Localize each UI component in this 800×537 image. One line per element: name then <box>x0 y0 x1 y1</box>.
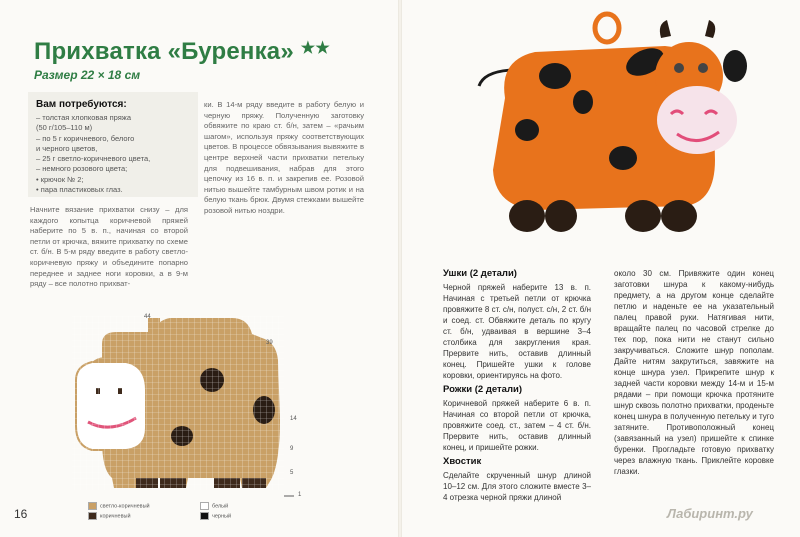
list-item: – немного розового цвета; <box>36 164 128 174</box>
chart-row-number: 44 <box>144 314 151 320</box>
list-item: – по 5 г коричневого, белого <box>36 133 135 143</box>
difficulty-stars: ★★ <box>300 40 330 57</box>
cow-potholder-photo <box>465 10 755 250</box>
size-subtitle: Размер 22 × 18 см <box>34 68 141 82</box>
watermark: Лабиринт.ру <box>667 506 753 521</box>
instructions-column-4: около 30 см. Привяжите один конец заготовки шнура к какому-нибудь предмету, а на другом конце сделайте петлю и наденьте ее на указательный палец правой руки. Натягивая нити, вращайте палец по часовой стрелке до тех пор, пока нити не станут сильно закручиваться. Сложите шнур пополам. Дайте нитям закрутиться, завяжите на конце шнура узел. Прикрепите шнур к задней части коровки между 14-м и 15-м рядами – при помощи крючка протяните шнур сквозь полотно прихватки, проденьте конец шнура в полученную петельку и туго затяните. Противоположный конец (завязанный на узел) пришейте к спинке буренки. Прогладьте готовую прихватку через влажную ткань. Приклейте коровке глазки. <box>614 269 774 476</box>
list-item: (50 г/105–110 м) <box>36 123 93 133</box>
list-item: – толстая хлопковая пряжа <box>36 113 131 122</box>
chart-row-number: 5 <box>290 470 294 476</box>
list-item: • крючок № 2; <box>36 174 84 184</box>
section-heading-tail: Хвостик <box>443 456 482 467</box>
chart-row-number: 1 <box>298 492 302 498</box>
section-heading-ears: Ушки (2 детали) <box>443 268 517 279</box>
list-item: • пара пластиковых глаз. <box>36 185 123 195</box>
legend-item: светло-коричневый <box>88 502 150 510</box>
legend-item: черный <box>200 512 231 520</box>
list-item: – 25 г светло-коричневого цвета, <box>36 154 151 164</box>
list-item: и черного цветов, <box>36 143 98 153</box>
materials-list <box>36 113 186 195</box>
crochet-chart <box>62 310 307 510</box>
materials-heading: Вам потребуются: <box>36 99 127 110</box>
section-heading-horns: Рожки (2 детали) <box>443 384 522 395</box>
chart-row-number: 39 <box>266 340 273 346</box>
chart-row-number: 9 <box>290 446 294 452</box>
chart-row-number: 14 <box>290 416 297 422</box>
legend-item: белый <box>200 502 228 510</box>
page-title: Прихватка «Буренка» ★★ <box>34 38 330 65</box>
legend-item: коричневый <box>88 512 131 520</box>
page-gutter <box>398 0 402 537</box>
page-number: 16 <box>14 507 28 521</box>
instructions-column-2: ки. В 14-м ряду введите в работу белую и черную пряжу. Полученную заготовку обвяжите по краю ст. б/н, затем – «рачьим шагом», используя пряжу соответствующих цветов. В процессе обвязывания вывяжите в центре верхней части прихватки петельку для подвешивания, набрав для этого цепочку из 16 в. п. и закрепив ее. Розовой нитью вышейте тамбурным швом ротик и на белую ткань брюк. Двумя стежками вышейте розовой нитью ноздри. <box>204 100 364 215</box>
instructions-column-3: Ушки (2 детали) Черной пряжей наберите 13 в. п. Начиная с третьей петли от крючка провяжите 8 ст. с/н, полуст. с/н, 2 ст. б/н и соед. ст. Обвяжите деталь по кругу ст. б/н, удваивая в вершине 3–4 столбика для закругления края. Прервите нить, оставив длинный конец. Пришейте ушки к голове коровки, ориентируясь на фото. Рожки (2 детали) Коричневой пряжей наберите 6 в. п. Начиная со второй петли от крючка, провяжите соед. ст., затем – 4 ст. б/н. Прервите нить, оставив длинный конец, и пришейте рожки. Хвостик Сделайте скрученный шнур длиной 10–12 см. Для этого сложите вместе 3–4 отрезка черной пряжи длиной <box>443 268 591 502</box>
instructions-column-1: Начните вязание прихватки снизу – для каждого копытца коричневой пряжей наберите по 5 в. п., начиная со второй петли от крючка, вяжите прихватку по схеме ст. б/н. В 5-м ряду введите в работу светло-коричневую пряжу и объедините попарно переднее и заднее ноги коровки, а в 9-м ряду – все полотно прихват- <box>30 205 188 289</box>
